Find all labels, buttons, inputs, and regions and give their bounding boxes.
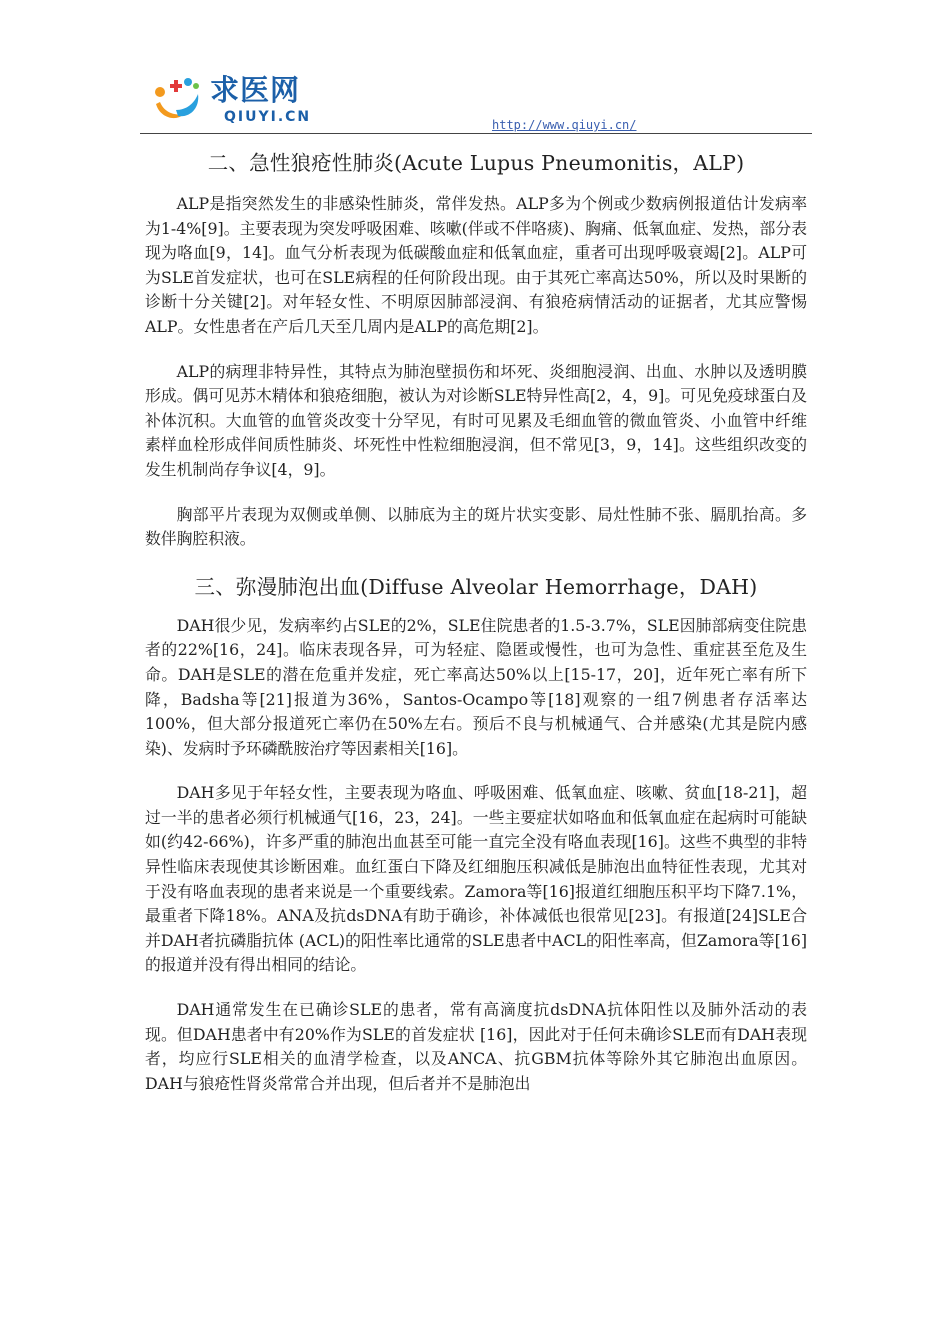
paragraph: ALP是指突然发生的非感染性肺炎，常伴发热。ALP多为个例或少数病例报道估计发病率为1-4%[9]。主要表现为突发呼吸困难、咳嗽(伴或不伴咯痰)、胸痛、低氧血症、发热，部分表现为咯血[9，14]。血气分析表现为低碳酸血症和低氧血症，重者可出现呼吸衰竭[2]。ALP可为SLE首发症状，也可在SLE病程的任何阶段出现。由于其死亡率高达50%，所以及时果断的诊断十分关键[2]。对年轻女性、不明原因肺部浸润、有狼疮病情活动的证据者，尤其应警惕ALP。女性患者在产后几天至几周内是ALP的高危期[2]。 [145,194,807,336]
paragraph: 胸部平片表现为双侧或单侧、以肺底为主的斑片状实变影、局灶性肺不张、膈肌抬高。多数伴胸腔积液。 [145,504,807,549]
paragraph: ALP的病理非特异性，其特点为肺泡壁损伤和坏死、炎细胞浸润、出血、水肿以及透明膜形成。偶可见苏木精体和狼疮细胞，被认为对诊断SLE特异性高[2，4，9]。可见免疫球蛋白及补体沉积。大血管的血管炎改变十分罕见，有时可见累及毛细血管的微血管炎、小血管中纤维素样血栓形成伴间质性肺炎、坏死性中性粒细胞浸润，但不常见[3，9，14]。这些组织改变的发生机制尚存争议[4，9]。 [145,361,807,479]
paragraph: DAH很少见，发病率约占SLE的2%，SLE住院患者的1.5-3.7%，SLE因肺部病变住院患者的22%[16，24]。临床表现各异，可为轻症、隐匿或慢性，也可为急性、重症甚至危及生命。DAH是SLE的潜在危重并发症，死亡率高达50%以上[15-17，20]，近年死亡率有所下降，Badsha等[21]报道为36%，Santos-Ocampo等[18]观察的一组7例患者存活率达100%，但大部分报道死亡率仍在50%左右。预后不良与机械通气、合并感染(尤其是院内感染)、发病时予环磷酰胺治疗等因素相关[16]。 [145,615,807,758]
site-logo[interactable] [150,70,350,130]
paragraph: DAH多见于年轻女性，主要表现为咯血、呼吸困难、低氧血症、咳嗽、贫血[18-21]，超过一半的患者必须行机械通气[16，23，24]。一些主要症状如咯血和低氧血症在起病时可能缺如(约42-66%)，许多严重的肺泡出血甚至可能一直完全没有咯血表现[16]。这些不典型的非特异性临床表现使其诊断困难。血红蛋白下降及红细胞压积减低是肺泡出血特征性表现，尤其对于没有咯血表现的患者来说是一个重要线索。Zamora等[16]报道红细胞压积平均下降7.1%，最重者下降18%。ANA及抗dsDNA有助于确诊，补体减低也很常见[23]。有报道[24]SLE合并DAH者抗磷脂抗体 (ACL)的阳性率比通常的SLE患者中ACL的阳性率高，但Zamora等[16]的报道并没有得出相同的结论。 [145,783,807,975]
logo-chinese-text: 求医网 [210,73,301,107]
site-url-link[interactable]: http://www.qiuyi.cn/ [492,118,637,132]
logo-english-text: QIUYI.CN [224,109,312,125]
article-body [145,140,807,1116]
page-header [140,62,812,134]
paragraph: DAH通常发生在已确诊SLE的患者，常有高滴度抗dsDNA抗体阳性以及肺外活动的表现。但DAH患者中有20%作为SLE的首发症状 [16]，因此对于任何未确诊SLE而有DAH表现者，均应行SLE相关的血清学检查，以及ANCA、抗GBM抗体等除外其它肺泡出血原因。DAH与狼疮性肾炎常常合并出现，但后者并不是肺泡出 [145,1000,807,1093]
qiuyi-logo-icon [150,74,206,124]
section-title-dah: 三、弥漫肺泡出血(Diffuse Alveolar Hemorrhage，DAH) [194,574,758,599]
header-divider [140,133,812,134]
section-title-alp: 二、急性狼疮性肺炎(Acute Lupus Pneumonitis，ALP) [207,151,745,175]
